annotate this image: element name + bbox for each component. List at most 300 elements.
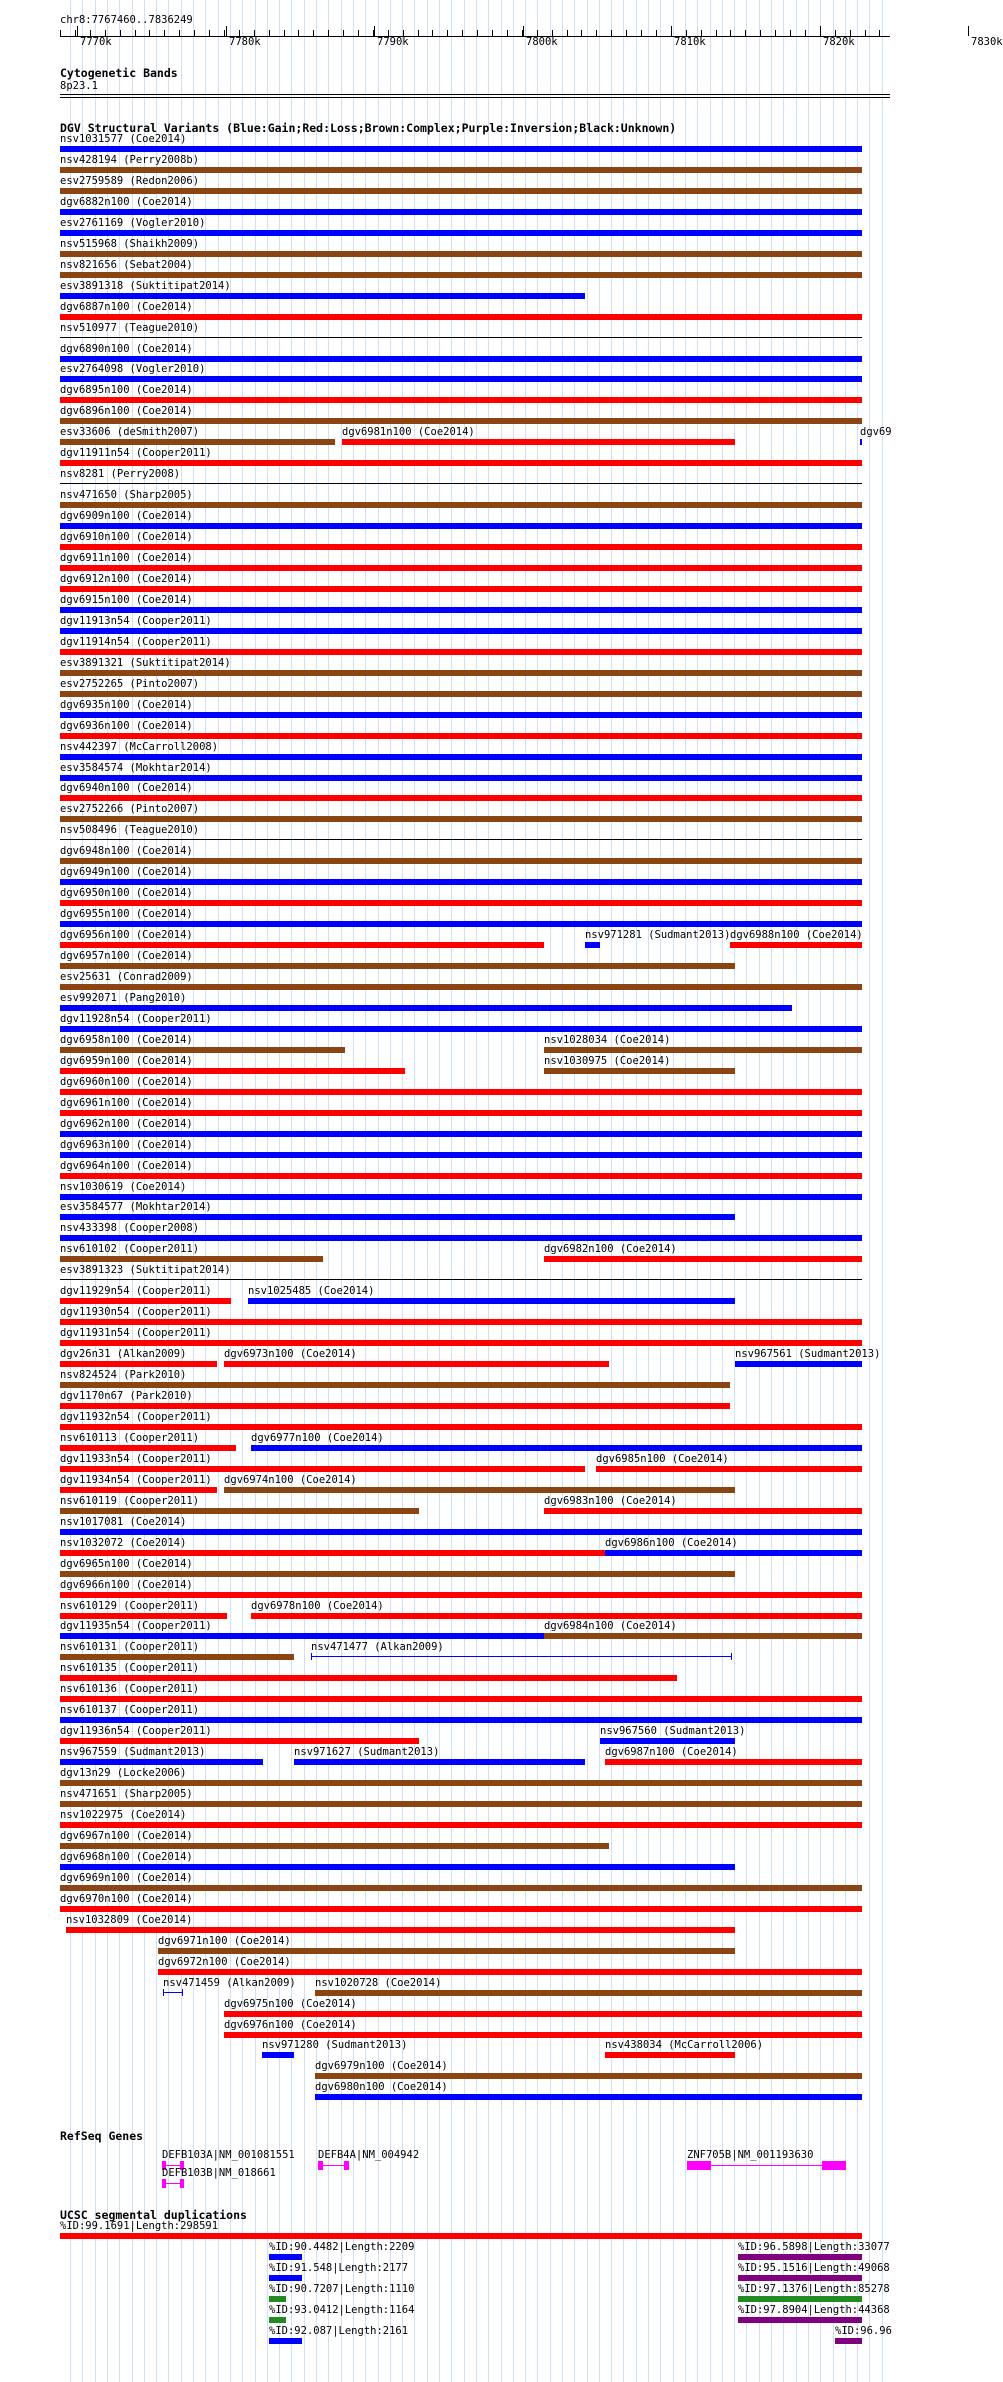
- variant-label[interactable]: nsv1028034 (Coe2014): [544, 1034, 671, 1046]
- variant-bar[interactable]: [60, 1696, 862, 1702]
- variant-label[interactable]: dgv6965n100 (Coe2014): [60, 1558, 193, 1570]
- variant-bar[interactable]: [60, 691, 862, 697]
- ruler-minor-tick: [805, 30, 806, 36]
- ruler-minor-tick: [865, 30, 866, 36]
- gene-label[interactable]: DEFB103B|NM_018661: [162, 2167, 276, 2179]
- variant-bar[interactable]: [315, 1990, 862, 1996]
- variant-label[interactable]: dgv6971n100 (Coe2014): [158, 1935, 291, 1947]
- ruler-axis: [60, 36, 890, 37]
- variant-label[interactable]: dgv6974n100 (Coe2014): [224, 1474, 357, 1486]
- variant-bar[interactable]: [60, 1361, 217, 1367]
- segdup-label[interactable]: %ID:97.1376|Length:85278: [738, 2283, 890, 2295]
- variant-label[interactable]: dgv6980n100 (Coe2014): [315, 2081, 448, 2093]
- ruler-minor-tick: [179, 30, 180, 36]
- variant-bar[interactable]: [60, 188, 862, 194]
- variant-bar[interactable]: [60, 1005, 792, 1011]
- variant-bar[interactable]: [60, 230, 862, 236]
- variant-label[interactable]: dgv6910n100 (Coe2014): [60, 531, 193, 543]
- variant-label[interactable]: dgv11914n54 (Cooper2011): [60, 636, 212, 648]
- variant-bar[interactable]: [596, 1466, 862, 1472]
- variant-label[interactable]: nsv967561 (Sudmant2013): [735, 1348, 881, 1360]
- variant-bar[interactable]: [60, 775, 862, 781]
- variant-bar[interactable]: [60, 1403, 730, 1409]
- variant-label[interactable]: dgv11929n54 (Cooper2011): [60, 1285, 212, 1297]
- segdup-label[interactable]: %ID:96.5898|Length:33077: [738, 2241, 890, 2253]
- variant-bar[interactable]: [60, 1822, 862, 1828]
- variant-bar[interactable]: [60, 1131, 862, 1137]
- segdup-bar[interactable]: [269, 2254, 302, 2260]
- variant-label[interactable]: nsv1031577 (Coe2014): [60, 133, 187, 145]
- variant-bar[interactable]: [60, 1801, 862, 1807]
- variant-label[interactable]: nsv610129 (Cooper2011): [60, 1600, 200, 1612]
- variant-label[interactable]: dgv6949n100 (Coe2014): [60, 866, 193, 878]
- variant-label[interactable]: dgv6915n100 (Coe2014): [60, 594, 193, 606]
- variant-label[interactable]: dgv6978n100 (Coe2014): [251, 1600, 384, 1612]
- variant-label[interactable]: nsv471459 (Alkan2009): [163, 1977, 296, 1989]
- variant-label[interactable]: dgv6972n100 (Coe2014): [158, 1956, 291, 1968]
- variant-bar[interactable]: [544, 1068, 735, 1074]
- variant-label[interactable]: nsv471651 (Sharp2005): [60, 1788, 193, 1800]
- variant-label[interactable]: nsv433398 (Cooper2008): [60, 1222, 200, 1234]
- variant-bar[interactable]: [544, 1633, 862, 1639]
- variant-label[interactable]: dgv11932n54 (Cooper2011): [60, 1411, 212, 1423]
- variant-bar[interactable]: [60, 565, 862, 571]
- variant-bar[interactable]: [60, 1550, 605, 1556]
- variant-bar[interactable]: [60, 1068, 405, 1074]
- ruler-minor-tick: [462, 30, 463, 36]
- variant-label[interactable]: dgv6882n100 (Coe2014): [60, 196, 193, 208]
- variant-bar[interactable]: [735, 1361, 862, 1367]
- variant-bar[interactable]: [60, 1675, 677, 1681]
- variant-label[interactable]: dgv11930n54 (Cooper2011): [60, 1306, 212, 1318]
- variant-label[interactable]: dgv6948n100 (Coe2014): [60, 845, 193, 857]
- variant-label[interactable]: nsv610131 (Cooper2011): [60, 1641, 200, 1653]
- gene-exon[interactable]: [162, 2179, 166, 2188]
- variant-label[interactable]: dgv6955n100 (Coe2014): [60, 908, 193, 920]
- segdup-label[interactable]: %ID:92.087|Length:2161: [269, 2325, 409, 2337]
- variant-label[interactable]: nsv428194 (Perry2008b): [60, 154, 200, 166]
- variant-bar[interactable]: [60, 1843, 609, 1849]
- variant-bar[interactable]: [60, 670, 862, 676]
- variant-bar[interactable]: [60, 1906, 862, 1912]
- variant-bar[interactable]: [60, 1340, 862, 1346]
- variant-bar[interactable]: [60, 1256, 323, 1262]
- variant-label[interactable]: nsv442397 (McCarroll2008): [60, 741, 219, 753]
- variant-label[interactable]: dgv1170n67 (Park2010): [60, 1390, 193, 1402]
- variant-bar[interactable]: [605, 1550, 862, 1556]
- variant-label[interactable]: nsv967560 (Sudmant2013): [600, 1725, 746, 1737]
- variant-label[interactable]: dgv6977n100 (Coe2014): [251, 1432, 384, 1444]
- gene-exon[interactable]: [318, 2161, 323, 2170]
- variant-label[interactable]: nsv1025485 (Coe2014): [248, 1285, 375, 1297]
- variant-bar[interactable]: [60, 356, 862, 362]
- refseq-track-title: RefSeq Genes: [60, 2129, 144, 2143]
- variant-bar[interactable]: [66, 1927, 735, 1933]
- variant-bar[interactable]: [60, 963, 735, 969]
- variant-label[interactable]: esv2761169 (Vogler2010): [60, 217, 206, 229]
- gene-exon[interactable]: [344, 2161, 349, 2170]
- variant-label[interactable]: dgv6961n100 (Coe2014): [60, 1097, 193, 1109]
- variant-bar[interactable]: [60, 1047, 345, 1053]
- variant-label[interactable]: dgv6966n100 (Coe2014): [60, 1579, 193, 1591]
- ruler-minor-tick: [432, 30, 433, 36]
- grid-line: [869, 0, 870, 2382]
- variant-label[interactable]: dgv11936n54 (Cooper2011): [60, 1725, 212, 1737]
- variant-bar[interactable]: [60, 397, 862, 403]
- variant-bar[interactable]: [60, 1110, 862, 1116]
- variant-bar[interactable]: [248, 1298, 735, 1304]
- variant-label[interactable]: dgv6963n100 (Coe2014): [60, 1139, 193, 1151]
- segdup-label[interactable]: %ID:96.96: [835, 2325, 892, 2337]
- segdup-bar[interactable]: [835, 2338, 862, 2344]
- ruler-minor-tick: [164, 30, 165, 36]
- variant-bar[interactable]: [544, 1047, 862, 1053]
- variant-label[interactable]: dgv6979n100 (Coe2014): [315, 2060, 448, 2072]
- variant-label[interactable]: dgv11928n54 (Cooper2011): [60, 1013, 212, 1025]
- gene-exon[interactable]: [822, 2161, 846, 2170]
- variant-bar[interactable]: [60, 649, 862, 655]
- variant-bar[interactable]: [605, 1759, 862, 1765]
- segdup-track-title: UCSC segmental duplications: [60, 2208, 247, 2222]
- segdup-bar[interactable]: [60, 2233, 862, 2239]
- segdup-bar[interactable]: [269, 2338, 302, 2344]
- variant-bar[interactable]: [60, 733, 862, 739]
- variant-label[interactable]: dgv6981n100 (Coe2014): [342, 426, 475, 438]
- variant-bar-cap: [163, 1989, 164, 1996]
- variant-label[interactable]: nsv508496 (Teague2010): [60, 824, 200, 836]
- variant-bar[interactable]: [60, 251, 862, 257]
- variant-bar[interactable]: [60, 1864, 735, 1870]
- variant-bar[interactable]: [60, 1319, 862, 1325]
- variant-bar[interactable]: [315, 2073, 862, 2079]
- variant-bar[interactable]: [60, 712, 862, 718]
- variant-bar[interactable]: [60, 1298, 231, 1304]
- variant-label[interactable]: nsv610137 (Cooper2011): [60, 1704, 200, 1716]
- variant-bar[interactable]: [60, 1738, 419, 1744]
- variant-label[interactable]: dgv6958n100 (Coe2014): [60, 1034, 193, 1046]
- variant-bar[interactable]: [262, 2052, 294, 2058]
- variant-label[interactable]: nsv1020728 (Coe2014): [315, 1977, 442, 1989]
- variant-bar[interactable]: [60, 586, 862, 592]
- variant-bar[interactable]: [60, 1466, 585, 1472]
- variant-bar[interactable]: [60, 754, 862, 760]
- ruler-minor-tick: [120, 30, 121, 36]
- variant-label[interactable]: dgv6960n100 (Coe2014): [60, 1076, 193, 1088]
- ruler-minor-tick: [656, 30, 657, 36]
- segdup-bar[interactable]: [738, 2296, 862, 2302]
- segdup-bar[interactable]: [738, 2275, 862, 2281]
- segdup-bar[interactable]: [738, 2317, 862, 2323]
- variant-bar[interactable]: [60, 337, 862, 338]
- variant-label[interactable]: dgv11911n54 (Cooper2011): [60, 447, 212, 459]
- variant-bar[interactable]: [60, 146, 862, 152]
- variant-bar[interactable]: [60, 942, 544, 948]
- variant-bar[interactable]: [315, 2094, 862, 2100]
- ruler-minor-tick: [745, 30, 746, 36]
- segdup-label[interactable]: %ID:90.4482|Length:2209: [269, 2241, 415, 2253]
- variant-label[interactable]: nsv471477 (Alkan2009): [311, 1641, 444, 1653]
- ruler-minor-tick: [790, 30, 791, 36]
- variant-label[interactable]: dgv6940n100 (Coe2014): [60, 782, 193, 794]
- variant-label[interactable]: nsv515968 (Shaikh2009): [60, 238, 200, 250]
- variant-bar[interactable]: [605, 2052, 735, 2058]
- variant-bar[interactable]: [60, 900, 862, 906]
- variant-bar[interactable]: [60, 1089, 862, 1095]
- segdup-label[interactable]: %ID:97.8904|Length:44368: [738, 2304, 890, 2316]
- segdup-label[interactable]: %ID:91.548|Length:2177: [269, 2262, 409, 2274]
- variant-label[interactable]: nsv610113 (Cooper2011): [60, 1432, 200, 1444]
- variant-bar[interactable]: [60, 839, 862, 840]
- variant-label[interactable]: dgv6890n100 (Coe2014): [60, 343, 193, 355]
- variant-bar[interactable]: [60, 879, 862, 885]
- cyto-band-line: [60, 97, 890, 98]
- variant-label[interactable]: nsv821656 (Sebat2004): [60, 259, 193, 271]
- variant-bar[interactable]: [60, 1759, 263, 1765]
- variant-label[interactable]: nsv610136 (Cooper2011): [60, 1683, 200, 1695]
- variant-bar[interactable]: [224, 2011, 862, 2017]
- variant-bar[interactable]: [60, 1613, 227, 1619]
- variant-bar-thin[interactable]: [163, 1992, 183, 1993]
- variant-label[interactable]: esv33606 (deSmith2007): [60, 426, 200, 438]
- variant-bar[interactable]: [60, 502, 862, 508]
- variant-label[interactable]: esv2759589 (Redon2006): [60, 175, 200, 187]
- ruler-major-tick: [77, 26, 78, 36]
- segdup-bar[interactable]: [738, 2254, 862, 2260]
- variant-bar[interactable]: [60, 607, 862, 613]
- variant-bar[interactable]: [600, 1738, 735, 1744]
- variant-label[interactable]: dgv6887n100 (Coe2014): [60, 301, 193, 313]
- variant-label[interactable]: dgv6895n100 (Coe2014): [60, 384, 193, 396]
- variant-bar[interactable]: [860, 439, 862, 445]
- variant-bar[interactable]: [60, 1026, 862, 1032]
- variant-bar[interactable]: [60, 439, 335, 445]
- variant-label[interactable]: nsv971627 (Sudmant2013): [294, 1746, 440, 1758]
- variant-bar[interactable]: [224, 2032, 862, 2038]
- variant-bar[interactable]: [158, 1969, 862, 1975]
- variant-label[interactable]: nsv8281 (Perry2008): [60, 468, 181, 480]
- variant-label[interactable]: esv3891321 (Suktitipat2014): [60, 657, 231, 669]
- variant-bar[interactable]: [60, 460, 862, 466]
- variant-bar[interactable]: [60, 418, 862, 424]
- variant-bar[interactable]: [60, 921, 862, 927]
- variant-bar[interactable]: [60, 376, 862, 382]
- variant-bar[interactable]: [60, 858, 862, 864]
- variant-label[interactable]: nsv1017081 (Coe2014): [60, 1516, 187, 1528]
- variant-label[interactable]: dgv6909n100 (Coe2014): [60, 510, 193, 522]
- variant-label[interactable]: nsv824524 (Park2010): [60, 1369, 187, 1381]
- variant-label[interactable]: esv992071 (Pang2010): [60, 992, 187, 1004]
- variant-label[interactable]: nsv1022975 (Coe2014): [60, 1809, 187, 1821]
- variant-bar[interactable]: [60, 272, 862, 278]
- variant-label[interactable]: dgv6970n100 (Coe2014): [60, 1893, 193, 1905]
- variant-label[interactable]: dgv6968n100 (Coe2014): [60, 1851, 193, 1863]
- variant-bar[interactable]: [60, 523, 862, 529]
- variant-bar[interactable]: [342, 439, 735, 445]
- ruler-minor-tick: [879, 30, 880, 36]
- variant-bar[interactable]: [251, 1445, 862, 1451]
- variant-label[interactable]: nsv438034 (McCarroll2006): [605, 2039, 764, 2051]
- variant-label[interactable]: dgv6896n100 (Coe2014): [60, 405, 193, 417]
- variant-label[interactable]: dgv6967n100 (Coe2014): [60, 1830, 193, 1842]
- variant-label[interactable]: nsv1032809 (Coe2014): [66, 1914, 193, 1926]
- variant-bar[interactable]: [585, 942, 600, 948]
- variant-bar[interactable]: [224, 1361, 609, 1367]
- ruler-tick-label: 7790k: [377, 36, 409, 48]
- variant-bar[interactable]: [60, 1885, 862, 1891]
- variant-bar-cap: [731, 1653, 732, 1660]
- variant-label[interactable]: esv2764098 (Vogler2010): [60, 363, 206, 375]
- gene-label[interactable]: DEFB103A|NM_001081551: [162, 2149, 295, 2161]
- variant-bar[interactable]: [294, 1759, 585, 1765]
- variant-bar[interactable]: [730, 942, 862, 948]
- variant-bar[interactable]: [60, 1717, 862, 1723]
- variant-label[interactable]: dgv6959n100 (Coe2014): [60, 1055, 193, 1067]
- variant-label[interactable]: nsv610135 (Cooper2011): [60, 1662, 200, 1674]
- ruler-tick-label: 7800k: [526, 36, 558, 48]
- variant-bar[interactable]: [60, 209, 862, 215]
- variant-label[interactable]: dgv6964n100 (Coe2014): [60, 1160, 193, 1172]
- variant-bar-thin[interactable]: [311, 1656, 732, 1657]
- gene-label[interactable]: ZNF705B|NM_001193630: [687, 2149, 814, 2161]
- ruler-minor-tick: [358, 30, 359, 36]
- variant-label[interactable]: dgv11934n54 (Cooper2011): [60, 1474, 212, 1486]
- variant-label[interactable]: esv3891318 (Suktitipat2014): [60, 280, 231, 292]
- variant-label[interactable]: esv3891323 (Suktitipat2014): [60, 1264, 231, 1276]
- variant-label[interactable]: dgv6976n100 (Coe2014): [224, 2019, 357, 2031]
- variant-label[interactable]: nsv1030619 (Coe2014): [60, 1181, 187, 1193]
- variant-bar[interactable]: [60, 167, 862, 173]
- variant-label[interactable]: dgv6912n100 (Coe2014): [60, 573, 193, 585]
- variant-label[interactable]: esv3584577 (Mokhtar2014): [60, 1201, 212, 1213]
- variant-label[interactable]: dgv6985n100 (Coe2014): [596, 1453, 729, 1465]
- variant-label[interactable]: dgv26n31 (Alkan2009): [60, 1348, 187, 1360]
- variant-bar[interactable]: [60, 1235, 862, 1241]
- variant-label[interactable]: dgv6911n100 (Coe2014): [60, 552, 193, 564]
- variant-bar[interactable]: [544, 1256, 862, 1262]
- segdup-bar[interactable]: [269, 2317, 286, 2323]
- variant-bar[interactable]: [60, 1508, 419, 1514]
- ruler-major-tick: [820, 26, 821, 36]
- variant-label[interactable]: dgv6982n100 (Coe2014): [544, 1243, 677, 1255]
- variant-label[interactable]: dgv6984n100 (Coe2014): [544, 1620, 677, 1632]
- variant-label[interactable]: nsv971280 (Sudmant2013): [262, 2039, 408, 2051]
- variant-label[interactable]: dgv6956n100 (Coe2014): [60, 929, 193, 941]
- variant-bar[interactable]: [60, 1780, 862, 1786]
- variant-label[interactable]: dgv11935n54 (Cooper2011): [60, 1620, 212, 1632]
- variant-label[interactable]: dgv6983n100 (Coe2014): [544, 1495, 677, 1507]
- variant-bar[interactable]: [60, 314, 862, 320]
- variant-label[interactable]: dgv6986n100 (Coe2014): [605, 1537, 738, 1549]
- variant-label[interactable]: dgv11913n54 (Cooper2011): [60, 615, 212, 627]
- variant-bar[interactable]: [60, 1424, 862, 1430]
- variant-bar[interactable]: [60, 1529, 862, 1535]
- variant-label[interactable]: nsv510977 (Teague2010): [60, 322, 200, 334]
- variant-label[interactable]: nsv471650 (Sharp2005): [60, 489, 193, 501]
- variant-bar[interactable]: [60, 1382, 730, 1388]
- variant-bar[interactable]: [60, 1279, 862, 1280]
- variant-label[interactable]: dgv11931n54 (Cooper2011): [60, 1327, 212, 1339]
- variant-bar[interactable]: [60, 795, 862, 801]
- segdup-bar[interactable]: [269, 2275, 302, 2281]
- gene-label[interactable]: DEFB4A|NM_004942: [318, 2149, 420, 2161]
- variant-label[interactable]: dgv6936n100 (Coe2014): [60, 720, 193, 732]
- ruler-minor-tick: [75, 30, 76, 36]
- variant-label[interactable]: dgv6975n100 (Coe2014): [224, 1998, 357, 2010]
- variant-bar[interactable]: [60, 984, 862, 990]
- variant-bar[interactable]: [60, 816, 862, 822]
- variant-label[interactable]: nsv610102 (Cooper2011): [60, 1243, 200, 1255]
- variant-bar[interactable]: [60, 1173, 862, 1179]
- ruler-minor-tick: [581, 30, 582, 36]
- variant-label[interactable]: dgv6988n100 (Coe2014): [730, 929, 863, 941]
- variant-label[interactable]: nsv1032072 (Coe2014): [60, 1537, 187, 1549]
- variant-label[interactable]: dgv6973n100 (Coe2014): [224, 1348, 357, 1360]
- variant-label[interactable]: nsv1030975 (Coe2014): [544, 1055, 671, 1067]
- variant-bar[interactable]: [60, 1445, 236, 1451]
- grid-line: [882, 0, 883, 2382]
- ruler-minor-tick: [343, 30, 344, 36]
- ruler-minor-tick: [641, 30, 642, 36]
- variant-bar[interactable]: [60, 1654, 294, 1660]
- variant-bar[interactable]: [60, 1633, 544, 1639]
- variant-label[interactable]: dgv6987n100 (Coe2014): [605, 1746, 738, 1758]
- variant-bar[interactable]: [60, 544, 862, 550]
- variant-label[interactable]: dgv6962n100 (Coe2014): [60, 1118, 193, 1130]
- variant-bar[interactable]: [60, 1487, 217, 1493]
- variant-bar[interactable]: [60, 1152, 862, 1158]
- variant-label[interactable]: esv3584574 (Mokhtar2014): [60, 762, 212, 774]
- variant-bar[interactable]: [60, 1592, 862, 1598]
- ruler-minor-tick: [596, 30, 597, 36]
- variant-label[interactable]: dgv69: [860, 426, 892, 438]
- variant-label[interactable]: nsv967559 (Sudmant2013): [60, 1746, 206, 1758]
- segdup-bar[interactable]: [269, 2296, 286, 2302]
- variant-label[interactable]: esv2752265 (Pinto2007): [60, 678, 200, 690]
- variant-bar[interactable]: [60, 1571, 735, 1577]
- variant-bar[interactable]: [60, 628, 862, 634]
- variant-bar[interactable]: [251, 1613, 862, 1619]
- segdup-label[interactable]: %ID:90.7207|Length:1110: [269, 2283, 415, 2295]
- variant-bar[interactable]: [60, 1194, 862, 1200]
- gene-exon[interactable]: [180, 2179, 184, 2188]
- ruler-tick-label: 7810k: [674, 36, 706, 48]
- variant-label[interactable]: dgv13n29 (Locke2006): [60, 1767, 187, 1779]
- variant-label[interactable]: esv25631 (Conrad2009): [60, 971, 193, 983]
- segdup-label[interactable]: %ID:99.1691|Length:298591: [60, 2220, 219, 2232]
- segdup-label[interactable]: %ID:93.0412|Length:1164: [269, 2304, 415, 2316]
- variant-bar[interactable]: [60, 1214, 735, 1220]
- variant-bar[interactable]: [544, 1508, 862, 1514]
- ruler-tick-label: 7780k: [229, 36, 261, 48]
- gene-exon[interactable]: [687, 2161, 711, 2170]
- variant-label[interactable]: dgv6969n100 (Coe2014): [60, 1872, 193, 1884]
- variant-label[interactable]: dgv11933n54 (Cooper2011): [60, 1453, 212, 1465]
- variant-bar[interactable]: [60, 293, 585, 299]
- variant-label[interactable]: nsv971281 (Sudmant2013): [585, 929, 731, 941]
- variant-bar[interactable]: [158, 1948, 735, 1954]
- variant-label[interactable]: nsv610119 (Cooper2011): [60, 1495, 200, 1507]
- variant-label[interactable]: dgv6935n100 (Coe2014): [60, 699, 193, 711]
- variant-label[interactable]: esv2752266 (Pinto2007): [60, 803, 200, 815]
- ruler-minor-tick: [313, 30, 314, 36]
- ruler-minor-tick: [224, 30, 225, 36]
- variant-label[interactable]: dgv6957n100 (Coe2014): [60, 950, 193, 962]
- segdup-label[interactable]: %ID:95.1516|Length:49068: [738, 2262, 890, 2274]
- variant-bar[interactable]: [60, 483, 862, 484]
- variant-label[interactable]: dgv6950n100 (Coe2014): [60, 887, 193, 899]
- ruler-minor-tick: [447, 30, 448, 36]
- variant-bar[interactable]: [224, 1487, 735, 1493]
